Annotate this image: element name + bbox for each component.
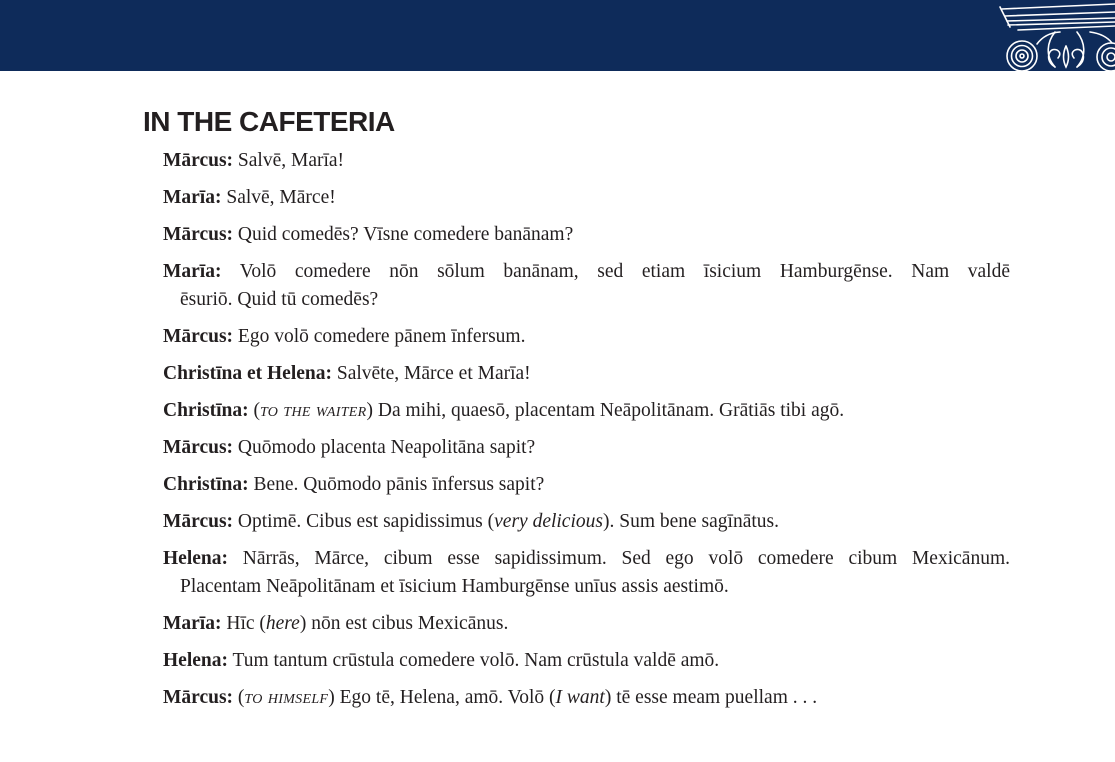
- dialogue-line: [163, 323, 1010, 351]
- speaker-name: Mārcus:: [163, 687, 234, 708]
- stage-direction: to the waiter: [259, 400, 367, 421]
- speaker-name: Christīna:: [163, 474, 249, 495]
- dialogue-text: Placentam Neāpolitānam et īsicium Hamburgēnse unīus assis aestimō.: [180, 576, 729, 597]
- dialogue-text: Bene. Quōmodo pānis īnfersus sapit?: [248, 474, 545, 495]
- dialogue-line: [163, 647, 1010, 675]
- dialogue-text: ). Sum bene sagīnātus.: [602, 511, 779, 532]
- dialogue-text: (: [248, 400, 260, 421]
- dialogue-text: Nārrās, Mārce, cibum esse sapidissimum. Sed ego volō comedere cibum Mexicānum.: [227, 548, 1010, 569]
- dialogue-line: [163, 221, 1010, 249]
- speaker-name: Christīna et Helena:: [163, 363, 332, 384]
- dialogue-line: [163, 184, 1010, 212]
- dialogue-text: ) nōn est cibus Mexicānus.: [299, 613, 509, 634]
- dialogue-line: [163, 360, 1010, 388]
- dialogue-line: [163, 610, 1010, 638]
- dialogue-text: ) Da mihi, quaesō, placentam Neāpolitānam. Grātiās tibi agō.: [366, 400, 845, 421]
- speaker-name: Marīa:: [163, 613, 222, 634]
- dialogue-text: Salvēte, Mārce et Marīa!: [331, 363, 531, 384]
- dialogue-line: [163, 147, 1010, 175]
- dialogue-text: Ego volō comedere pānem īnfersum.: [233, 326, 526, 347]
- dialogue-text: Salvē, Mārce!: [221, 187, 336, 208]
- dialogue-text: Optimē. Cibus est sapidissimus (: [233, 511, 495, 532]
- dialogue: [163, 147, 1010, 712]
- dialogue-text: Hīc (: [221, 613, 266, 634]
- speaker-name: Mārcus:: [163, 511, 234, 532]
- page-title: IN THE CAFETERIA: [143, 106, 395, 137]
- dialogue-line: [163, 258, 1010, 314]
- dialogue-text: Salvē, Marīa!: [233, 150, 345, 171]
- dialogue-text: ēsuriō. Quid tū comedēs?: [180, 289, 379, 310]
- dialogue-text: very delicious: [494, 511, 603, 532]
- cafeteria-dialogue-page: [0, 71, 1115, 712]
- speaker-name: Mārcus:: [163, 150, 234, 171]
- dialogue-line: [163, 545, 1010, 601]
- speaker-name: Christīna:: [163, 400, 249, 421]
- dialogue-text: Quid comedēs? Vīsne comedere banānam?: [233, 224, 574, 245]
- dialogue-text: Quōmodo placenta Neapolitāna sapit?: [233, 437, 536, 458]
- dialogue-text: I want: [555, 687, 605, 708]
- dialogue-text: Volō comedere nōn sōlum banānam, sed etiam īsicium Hamburgēnse. Nam valdē: [221, 261, 1010, 282]
- speaker-name: Mārcus:: [163, 326, 234, 347]
- ionic-column-capital-icon: [985, 0, 1115, 71]
- dialogue-line: [163, 508, 1010, 536]
- stage-direction: to himself: [244, 687, 329, 708]
- header-bar: [0, 0, 1115, 71]
- justified-first-line: [163, 545, 1010, 573]
- speaker-name: Helena:: [163, 650, 228, 671]
- dialogue-line: [163, 397, 1010, 425]
- dialogue-text: (: [233, 687, 245, 708]
- dialogue-line: [163, 434, 1010, 462]
- speaker-name: Mārcus:: [163, 224, 234, 245]
- speaker-name: Marīa:: [163, 261, 222, 282]
- speaker-name: Marīa:: [163, 187, 222, 208]
- dialogue-line: [163, 471, 1010, 499]
- dialogue-text: ) Ego tē, Helena, amō. Volō (: [328, 687, 556, 708]
- dialogue-text: Tum tantum crūstula comedere volō. Nam crūstula valdē amō.: [227, 650, 720, 671]
- speaker-name: Helena:: [163, 548, 228, 569]
- dialogue-text: ) tē esse meam puellam . . .: [604, 687, 818, 708]
- dialogue-text: here: [265, 613, 300, 634]
- speaker-name: Mārcus:: [163, 437, 234, 458]
- dialogue-line: [163, 684, 1010, 712]
- justified-first-line: [163, 258, 1010, 286]
